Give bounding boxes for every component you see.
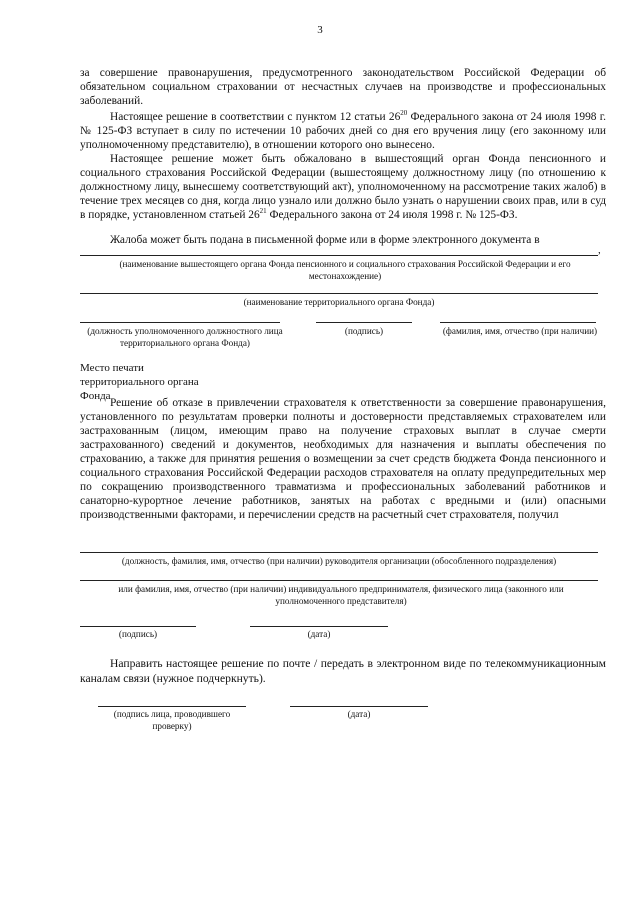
paragraph-appeal-procedure: Настоящее решение может быть обжаловано в вышестоящий орган Фонда пенсионного и социального страхования Российской Федерации (вышестоящему должностному лицу (по отношению к должностному лицу, вынесшему соответствующий акт), уполномоченному на рассмотрение таких жалоб) в течение трех месяцев со дня, когда лицо узнало или должно было узнать о нарушении своих прав, или в суд в порядке, установленном статьей $26^{21}$ Федерального закона от 24 июля 1998 г. № 125-ФЗ. <box>80 153 606 221</box>
caption-date-recipient: (дата) <box>307 629 331 639</box>
recipient-signature-field-line <box>80 626 196 627</box>
caption-territorial-body: (наименование территориального органа Фонда) <box>243 297 435 307</box>
caption-date-inspector: (дата) <box>347 709 371 719</box>
caption-official-position: (должность уполномоченного должностного лица территориального органа Фонда) <box>87 326 283 348</box>
territorial-body-field-line <box>80 293 598 294</box>
recipient-individual-field-line <box>80 580 598 581</box>
comma: , <box>598 244 601 256</box>
paragraph-complaint-form: Жалоба может быть подана в письменной форме или в форме электронного документа в <box>110 234 540 246</box>
caption-fio: (фамилия, имя, отчество (при наличии) <box>442 326 598 336</box>
caption-signature: (подпись) <box>344 326 384 336</box>
caption-signature-recipient: (подпись) <box>118 629 158 639</box>
higher-body-field-line <box>80 255 598 256</box>
stamp-place-label: Место печати территориального органа Фонда <box>80 362 199 402</box>
inspector-signature-field-line <box>98 706 246 707</box>
official-position-field-line <box>80 322 280 323</box>
recipient-date-field-line <box>250 626 388 627</box>
caption-head: (должность, фамилия, имя, отчество (при наличии) руководителя организации (обособленного подразделения) <box>121 556 557 566</box>
paragraph-entry-into-force: Настоящее решение в соответствии с пунктом 12 статьи $26^{20}$ Федерального закона от 24 июля 1998 г. № 125-ФЗ вступает в силу по истечении 10 рабочих дней со дня его вручения лицу (его законному или уполномоченному представителю), в отношении которого оно вынесено. <box>80 109 606 151</box>
caption-individual: или фамилия, имя, отчество (при наличии) индивидуального предпринимателя, физического лица (законного или уполномоченного представителя) <box>118 584 564 606</box>
paragraph-delivery-method: Направить настоящее решение по почте / передать в электронном виде по телекоммуникационным каналам связи (нужное подчеркнуть). <box>80 657 606 685</box>
signature-field-line <box>316 322 412 323</box>
inspector-date-field-line <box>290 706 428 707</box>
recipient-head-field-line <box>80 552 598 553</box>
fio-field-line <box>440 322 596 323</box>
page-number: 3 <box>317 24 323 36</box>
caption-inspector-signature: (подпись лица, проводившего проверку) <box>113 709 231 731</box>
paragraph-offense-scope: за совершение правонарушения, предусмотренного законодательством Российской Федерации об обязательном социальном страховании от несчастных случаев на производстве и профессиональных заболеваний. <box>80 67 606 107</box>
paragraph-refusal-decision: Решение об отказе в привлечении страхователя к ответственности за совершение правонарушения, установленного по результатам проверки полноты и достоверности представляемых страхователем или застрахованным (лицом, имеющим право на получение страховых выплат в случае смерти застрахованного) сведений и документов, необходимых для назначения и выплаты обеспечения по страхованию, а также для принятия решения о возмещении за счет средств бюджета Фонда пенсионного и социального страхования Российской Федерации расходов страхователя на оплату предупредительных мер по сокращению производственного травматизма и профессиональных заболеваний работников и санаторно-курортное лечение работников, занятых на работах с вредными и (или) опасными производственными факторами, и перечислении средств на расчетный счет страхователя, получил <box>80 397 606 521</box>
caption-higher-body: (наименование вышестоящего органа Фонда пенсионного и социального страхования Российской Федерации и его местонахождение) <box>119 259 571 281</box>
